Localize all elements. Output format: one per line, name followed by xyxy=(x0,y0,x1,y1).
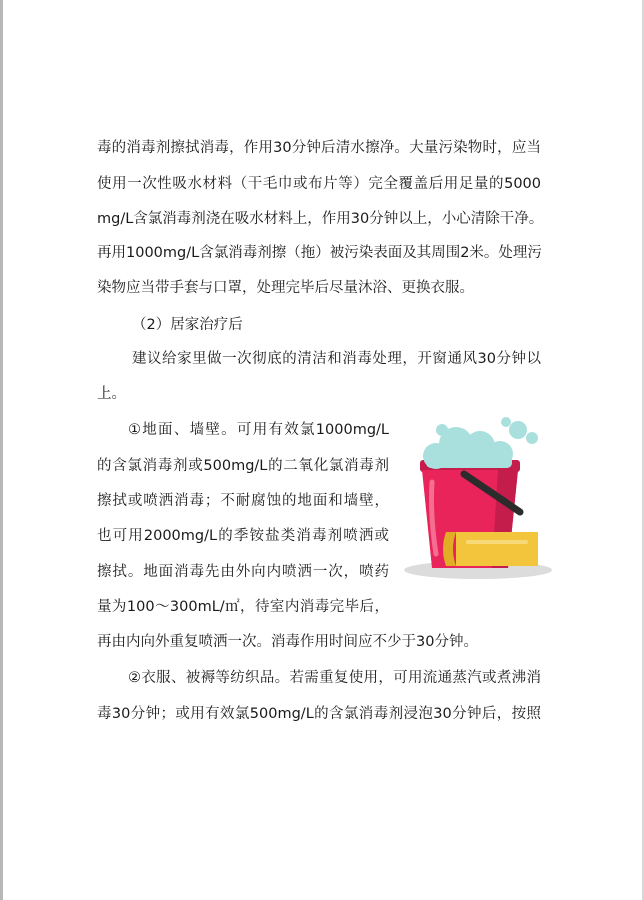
paragraph-line: 毒30分钟；或用有效氯500mg/L的含氯消毒剂浸泡30分钟后，按照 xyxy=(97,706,541,722)
paragraph-line: 建议给家里做一次彻底的清洁和消毒处理，开窗通风30分钟以 xyxy=(132,351,541,367)
paragraph-line: 使用一次性吸水材料（干毛巾或布片等）完全覆盖后用足量的5000 xyxy=(97,176,541,192)
bucket-with-foam-and-sponge-icon xyxy=(402,416,554,584)
paragraph-line: 量为100～300mL/㎡，待室内消毒完毕后， xyxy=(97,599,389,615)
sponge-highlight xyxy=(466,540,528,544)
page-left-edge xyxy=(0,0,3,900)
paragraph-line: 擦拭或喷洒消毒；不耐腐蚀的地面和墙壁， xyxy=(97,493,389,509)
paragraph-line: ②衣服、被褥等纺织品。若需重复使用，可用流通蒸汽或煮沸消 xyxy=(128,670,541,686)
paragraph-line: 再由内向外重复喷洒一次。消毒作用时间应不少于30分钟。 xyxy=(97,634,478,650)
paragraph-line: 擦拭。地面消毒先由外向内喷洒一次，喷药 xyxy=(97,564,389,580)
paragraph-line: 再用1000mg/L含氯消毒剂擦（拖）被污染表面及其周围2米。处理污 xyxy=(97,245,542,261)
foam xyxy=(423,417,538,469)
paragraph-line: 毒的消毒剂擦拭消毒，作用30分钟后清水擦净。大量污染物时，应当 xyxy=(97,140,541,156)
section-heading: （2）居家治疗后 xyxy=(132,317,243,333)
paragraph-line: 染物应当带手套与口罩，处理完毕后尽量沐浴、更换衣服。 xyxy=(97,280,474,296)
paragraph-line: 上。 xyxy=(97,386,126,402)
paragraph-line: 的含氯消毒剂或500mg/L的二氧化氯消毒剂 xyxy=(97,458,389,474)
paragraph-line: ①地面、墙壁。可用有效氯1000mg/L xyxy=(128,422,389,438)
paragraph-line: mg/L含氯消毒剂浇在吸水材料上，作用30分钟以上，小心清除干净。 xyxy=(97,211,544,227)
sponge xyxy=(456,532,538,566)
paragraph-line: 也可用2000mg/L的季铵盐类消毒剂喷洒或 xyxy=(97,528,389,544)
